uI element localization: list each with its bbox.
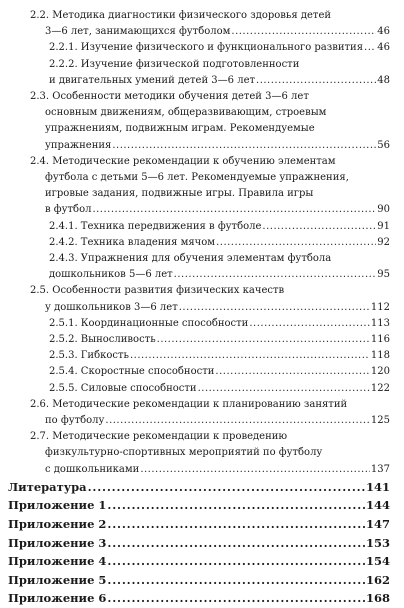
dot-leader: [107, 571, 365, 590]
toc-entry-last-line: [30, 24, 390, 40]
toc-entry: [0, 332, 404, 348]
dot-leader: [107, 552, 365, 571]
toc-entry-title-line: 2.4.3. Упражнения для обучения элементам футбола: [49, 253, 332, 265]
toc-entry-title-line: Приложение 5: [8, 572, 107, 587]
toc-page-number: 116: [370, 334, 390, 346]
dot-leader: [256, 73, 376, 89]
toc-entry-title-line: и двигательных умений детей 3—6 лет: [49, 74, 256, 86]
toc-page-number: 153: [365, 535, 390, 550]
toc-page-number: 56: [377, 139, 390, 151]
toc-entry-title-line: 2.2. Методика диагностики физического здоровья детей: [30, 10, 332, 21]
toc-entry: [0, 8, 404, 40]
toc-entry: [0, 534, 404, 553]
toc-entry-title-line: футбола с детьми 5—6 лет. Рекомендуемые упражнения,: [45, 172, 349, 184]
toc-page-number: 48: [377, 74, 390, 86]
toc-entry: [0, 154, 404, 219]
dot-leader: [198, 381, 370, 397]
toc-page-number: 162: [365, 572, 390, 587]
toc-entry-title-line: 3—6 лет, занимающихся футболом: [45, 26, 231, 38]
toc-entry: [0, 397, 404, 429]
toc-page-number: 90: [377, 204, 390, 216]
toc-page-number: 112: [370, 301, 390, 313]
toc-entry: [0, 57, 404, 89]
toc-entry-title-line: 2.6. Методические рекомендации к планированию занятий: [30, 398, 348, 410]
toc-entry-title-line: Приложение 6: [8, 591, 107, 606]
dot-leader: [107, 534, 365, 553]
toc-entry-last-line: [8, 534, 390, 553]
toc-entry-title-line: дошкольников 5—6 лет: [49, 269, 173, 281]
toc-entry-last-line: [30, 300, 390, 316]
toc-entry-title-line: 2.2.1. Изучение физического и функционального развития: [49, 42, 364, 54]
toc-page-number: 144: [365, 498, 390, 513]
toc-entry-title-line: Приложение 1: [8, 498, 107, 513]
toc-entry: [0, 235, 404, 251]
toc-entry-title-line: основным движениям, общеразвивающим, строевым: [45, 107, 327, 119]
toc-entry-last-line: [8, 552, 390, 571]
toc-entry-title-line: 2.5.4. Скоростные способности: [49, 366, 215, 378]
toc-page-number: 125: [370, 415, 390, 427]
toc-entry: [0, 429, 404, 478]
toc-entry-last-line: [49, 219, 390, 235]
toc-entry-last-line: [30, 462, 390, 478]
toc-page-number: 92: [377, 236, 390, 248]
toc-entry-last-line: [49, 348, 390, 364]
toc-entry-title-line: 2.5.1. Координационные способности: [49, 317, 249, 329]
toc-page-number: 113: [370, 317, 390, 329]
toc-entry-title-line: по футболу: [45, 415, 105, 427]
toc-page-number: 147: [365, 517, 390, 532]
table-of-contents: [0, 8, 404, 608]
toc-entry-title-line: 2.4. Методические рекомендации к обучению элементам: [30, 155, 336, 167]
toc-entry: [0, 89, 404, 154]
dot-leader: [249, 316, 370, 332]
dot-leader: [107, 515, 365, 534]
dot-leader: [174, 267, 377, 283]
toc-page-number: 154: [365, 554, 390, 569]
toc-entry-title-line: 2.4.1. Техника передвижения в футболе: [49, 220, 262, 232]
toc-page-number: 168: [365, 591, 390, 606]
toc-entry-title-line: 2.2.2. Изучение физической подготовленности: [49, 58, 300, 70]
toc-entry-last-line: [49, 40, 390, 56]
toc-entry-title-line: 2.3. Особенности методики обучения детей 3—6 лет: [30, 91, 309, 103]
toc-page-number: 137: [370, 463, 390, 475]
dot-leader: [88, 478, 365, 497]
toc-entry-title-line: 2.4.2. Техника владения мячом: [49, 236, 216, 248]
toc-page-number: 118: [370, 350, 390, 362]
toc-entry-title-line: с дошкольниками: [45, 463, 140, 475]
toc-entry-last-line: [8, 515, 390, 534]
toc-entry: [0, 478, 404, 497]
toc-entry-last-line: [8, 478, 390, 497]
dot-leader: [92, 202, 376, 218]
toc-page-number: 95: [377, 269, 390, 281]
toc-page-number: 122: [370, 382, 390, 394]
toc-page-number: 141: [365, 479, 390, 494]
toc-page-number: 46: [377, 42, 390, 54]
toc-entry: [0, 515, 404, 534]
toc-entry-title-line: игровые задания, подвижные игры. Правила игры: [45, 188, 314, 200]
toc-entry: [0, 364, 404, 380]
toc-entry-title-line: 2.5. Особенности развития физических качеств: [30, 285, 285, 297]
toc-entry-last-line: [8, 589, 390, 608]
toc-entry-last-line: [49, 364, 390, 380]
toc-entry: [0, 316, 404, 332]
dot-leader: [140, 462, 370, 478]
dot-leader: [112, 138, 376, 154]
toc-entry: [0, 552, 404, 571]
toc-page-number: 91: [377, 220, 390, 232]
toc-entry: [0, 40, 404, 56]
dot-leader: [179, 300, 370, 316]
dot-leader: [216, 235, 376, 251]
toc-entry-last-line: [49, 381, 390, 397]
toc-entry-last-line: [49, 332, 390, 348]
toc-page-number: 120: [370, 366, 390, 378]
toc-entry-last-line: [8, 496, 390, 515]
toc-entry-title-line: упражнениям, подвижным играм. Рекомендуемые: [45, 123, 315, 135]
dot-leader: [262, 219, 376, 235]
toc-entry-last-line: [30, 202, 390, 218]
toc-entry-title-line: Приложение 3: [8, 535, 107, 550]
toc-entry-title-line: Литература: [8, 479, 87, 494]
toc-entry: [0, 381, 404, 397]
toc-entry-last-line: [49, 267, 390, 283]
dot-leader: [364, 40, 376, 56]
toc-entry-last-line: [30, 413, 390, 429]
toc-entry-title-line: 2.7. Методические рекомендации к проведению: [30, 431, 288, 443]
toc-entry: [0, 589, 404, 608]
toc-entry: [0, 283, 404, 315]
toc-page-number: 46: [377, 26, 390, 38]
dot-leader: [157, 332, 370, 348]
dot-leader: [130, 348, 370, 364]
toc-entry-last-line: [30, 138, 390, 154]
toc-entry-title-line: Приложение 2: [8, 517, 107, 532]
toc-entry-title-line: в футбол: [45, 204, 92, 216]
toc-entry-title-line: 2.5.2. Выносливость: [49, 334, 156, 346]
toc-entry: [0, 219, 404, 235]
dot-leader: [215, 364, 369, 380]
toc-entry-last-line: [49, 73, 390, 89]
dot-leader: [107, 589, 365, 608]
dot-leader: [231, 24, 376, 40]
dot-leader: [107, 496, 365, 515]
toc-entry-last-line: [8, 571, 390, 590]
toc-entry: [0, 251, 404, 283]
toc-entry-title-line: упражнения: [45, 139, 112, 151]
toc-entry: [0, 348, 404, 364]
toc-entry-title-line: 2.5.3. Гибкость: [49, 350, 129, 362]
toc-entry-title-line: 2.5.5. Силовые способности: [49, 382, 197, 394]
toc-entry-title-line: у дошкольников 3—6 лет: [45, 301, 178, 313]
toc-entry-title-line: физкультурно-спортивных мероприятий по футболу: [45, 447, 323, 459]
toc-entry: [0, 571, 404, 590]
toc-entry: [0, 496, 404, 515]
toc-entry-last-line: [49, 235, 390, 251]
toc-entry-title-line: Приложение 4: [8, 554, 107, 569]
dot-leader: [105, 413, 370, 429]
toc-entry-last-line: [49, 316, 390, 332]
